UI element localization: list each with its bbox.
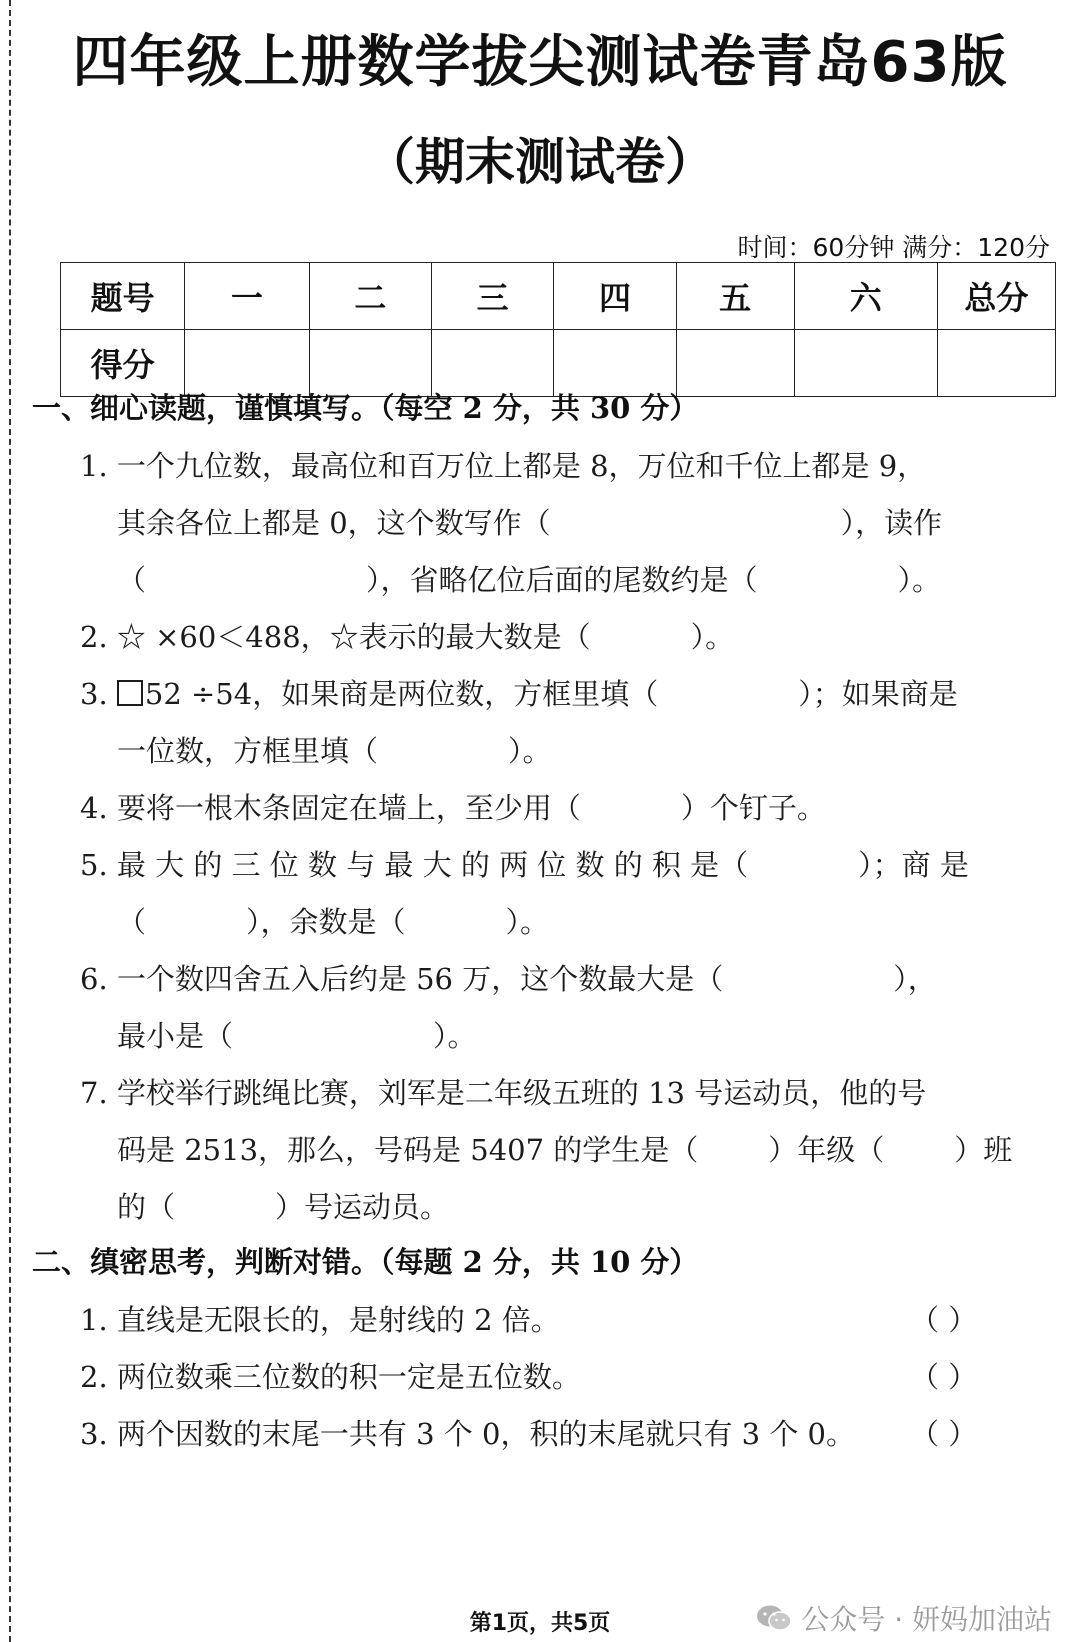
score-table-cell: 得分 xyxy=(61,330,185,397)
page-title: 四年级上册数学拔尖测试卷青岛63版 xyxy=(72,30,1008,95)
question-7-line-3 xyxy=(117,1185,449,1226)
wechat-icon xyxy=(755,1603,793,1633)
section-1-heading: 一、细心读题，谨慎填写。（每空 2 分，共 30 分） xyxy=(32,391,699,425)
question-4 xyxy=(80,786,826,827)
question-3-line-2 xyxy=(117,729,552,770)
question-text: ），余数是（ xyxy=(246,905,406,939)
question-7-line-2 xyxy=(117,1128,1012,1169)
score-table-cell: 四 xyxy=(554,263,676,330)
score-entry-cell[interactable] xyxy=(794,330,937,397)
score-table-cell: 二 xyxy=(309,263,431,330)
question-2 xyxy=(80,615,734,656)
score-table-cell: 六 xyxy=(794,263,937,330)
score-table-header-row xyxy=(61,263,1056,330)
question-3-line-1 xyxy=(80,672,958,713)
watermark-text: 公众号 · 妍妈加油站 xyxy=(801,1603,1052,1636)
question-text: ）号运动员。 xyxy=(275,1190,450,1224)
question-6-line-2 xyxy=(117,1014,477,1055)
question-5-line-1 xyxy=(80,843,969,884)
score-table-cell: 总分 xyxy=(937,263,1055,330)
question-text: ）；商 是 xyxy=(858,848,969,882)
question-text: ）个钉子。 xyxy=(680,791,826,825)
section-2-heading: 二、缜密思考，判断对错。（每题 2 分，共 10 分） xyxy=(32,1245,699,1279)
question-text: 的（ xyxy=(117,1190,176,1224)
blank-square-icon xyxy=(117,680,143,706)
question-text: 3. xyxy=(80,677,117,711)
judge-item-2: 2. 两位数乘三位数的积一定是五位数。 xyxy=(80,1360,581,1394)
score-table-cell: 一 xyxy=(185,263,309,330)
question-1-line-2 xyxy=(117,501,942,542)
question-text: ），读作 xyxy=(840,506,943,540)
score-entry-cell[interactable] xyxy=(937,330,1055,397)
score-table-cell: 三 xyxy=(432,263,554,330)
judge-item-1: 1. 直线是无限长的，是射线的 2 倍。 xyxy=(80,1303,560,1337)
question-text: 5. 最 大 的 三 位 数 与 最 大 的 两 位 数 的 积 是（ xyxy=(80,848,749,882)
question-text: ）。 xyxy=(690,620,735,654)
question-text: 码是 2513，那么，号码是 5407 的学生是（ xyxy=(117,1133,699,1167)
watermark xyxy=(755,1598,1052,1638)
question-text: ）。 xyxy=(897,563,942,597)
judge-item-3: 3. 两个因数的末尾一共有 3 个 0，积的末尾就只有 3 个 0。 xyxy=(80,1417,856,1451)
question-text: ）， xyxy=(893,962,937,996)
question-text: 一位数，方框里填（ xyxy=(117,734,379,768)
question-text: 6. 一个数四舍五入后约是 56 万，这个数最大是（ xyxy=(80,962,724,996)
question-text: 4. 要将一根木条固定在墙上，至少用（ xyxy=(80,791,581,825)
judge-answer-paren[interactable]: （ ） xyxy=(910,1360,978,1394)
page-subtitle: （期末测试卷） xyxy=(365,133,715,191)
question-text: ）。 xyxy=(505,905,550,939)
binding-dashed-line xyxy=(9,0,11,1642)
judge-answer-paren[interactable]: （ ） xyxy=(910,1417,978,1451)
question-text: ）。 xyxy=(433,1019,477,1053)
question-7-line-1: 7. 学校举行跳绳比赛，刘军是二年级五班的 13 号运动员，他的号 xyxy=(80,1076,927,1110)
question-text: （ xyxy=(117,563,147,597)
question-text: 52 ÷54，如果商是两位数，方框里填（ xyxy=(144,677,659,711)
score-table-cell: 题号 xyxy=(61,263,185,330)
time-score-info: 时间：60分钟 满分：120分 xyxy=(737,233,1050,262)
question-1-line-3 xyxy=(117,558,941,599)
question-text: 2. ☆ ×60＜488，☆表示的最大数是（ xyxy=(80,620,591,654)
score-table-cell: 五 xyxy=(676,263,794,330)
question-5-line-2 xyxy=(117,900,549,941)
question-6-line-1 xyxy=(80,957,937,998)
question-text: 最小是（ xyxy=(117,1019,234,1053)
question-text: ）。 xyxy=(508,734,552,768)
question-text: 其余各位上都是 0，这个数写作（ xyxy=(117,506,551,540)
question-text: ）年级（ xyxy=(768,1133,885,1167)
page-number: 第1页，共5页 xyxy=(469,1611,611,1636)
question-text: ），省略亿位后面的尾数约是（ xyxy=(366,563,758,597)
score-table xyxy=(60,262,1056,397)
question-text: ）；如果商是 xyxy=(798,677,958,711)
question-1-line-1: 1. 一个九位数，最高位和百万位上都是 8，万位和千位上都是 9， xyxy=(80,449,927,483)
question-text: （ xyxy=(117,905,147,939)
question-text: ）班 xyxy=(954,1133,1013,1167)
judge-answer-paren[interactable]: （ ） xyxy=(910,1303,978,1337)
